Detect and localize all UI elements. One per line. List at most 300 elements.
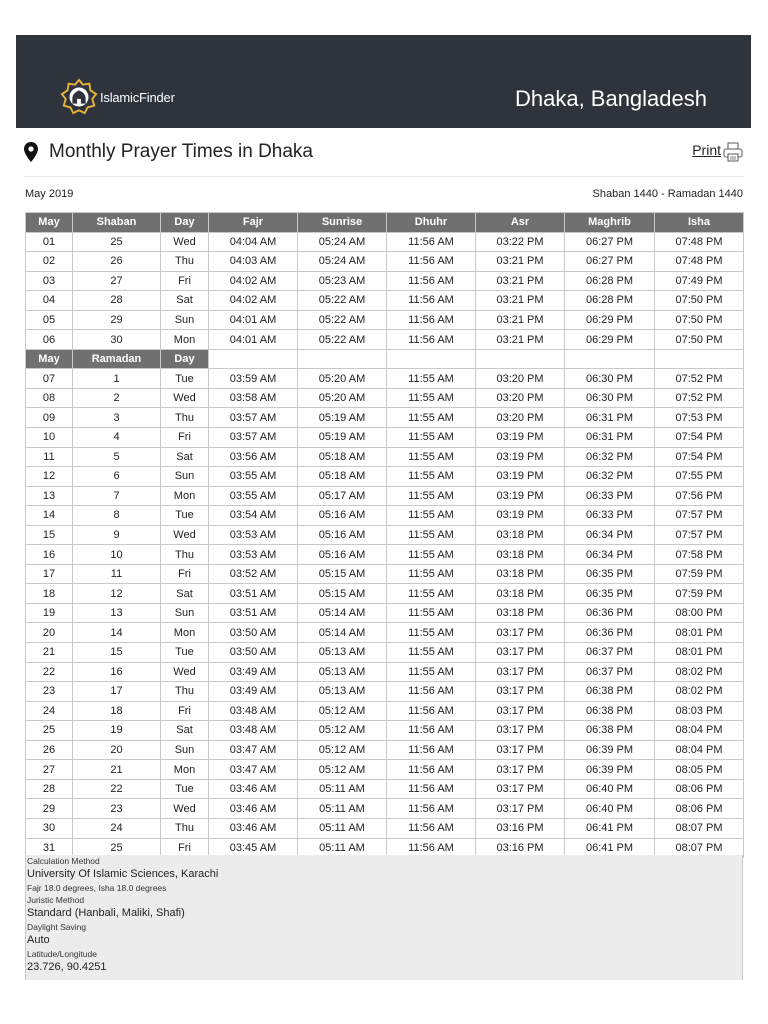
table-cell: 05:22 AM — [298, 291, 387, 311]
table-cell: 06:41 PM — [565, 818, 655, 838]
table-cell: 05:19 AM — [298, 408, 387, 428]
table-cell: 11:55 AM — [387, 486, 476, 506]
table-cell: 17 — [73, 682, 161, 702]
table-cell: 03:17 PM — [476, 623, 565, 643]
table-cell: 08:02 PM — [655, 662, 744, 682]
table-cell: 13 — [73, 603, 161, 623]
table-cell: 11:55 AM — [387, 603, 476, 623]
table-cell: 29 — [26, 799, 73, 819]
table-cell: 05:12 AM — [298, 701, 387, 721]
table-cell: 07:54 PM — [655, 428, 744, 448]
latlng-value: 23.726, 90.4251 — [27, 961, 107, 973]
table-cell: 07:53 PM — [655, 408, 744, 428]
table-cell: 08:01 PM — [655, 643, 744, 663]
table-cell: 11:56 AM — [387, 818, 476, 838]
table-cell: 2 — [73, 388, 161, 408]
column-header: Asr — [476, 213, 565, 233]
table-cell: 03:17 PM — [476, 740, 565, 760]
table-row — [26, 506, 744, 526]
table-cell: 14 — [73, 623, 161, 643]
table-cell: 11:56 AM — [387, 721, 476, 741]
table-cell: 27 — [26, 760, 73, 780]
table-cell: 16 — [73, 662, 161, 682]
table-cell: 10 — [73, 545, 161, 565]
table-cell: 03:55 AM — [209, 467, 298, 487]
table-cell: Fri — [161, 271, 209, 291]
table-cell: 03:16 PM — [476, 838, 565, 858]
table-cell: 07 — [26, 369, 73, 389]
table-cell: 06:40 PM — [565, 799, 655, 819]
table-cell: 07:50 PM — [655, 291, 744, 311]
table-row — [26, 662, 744, 682]
gregorian-month-label: May 2019 — [25, 188, 74, 200]
table-cell: 06:31 PM — [565, 428, 655, 448]
subheader-blank-cell — [655, 349, 744, 369]
table-cell: 11:55 AM — [387, 525, 476, 545]
table-cell: 05:23 AM — [298, 271, 387, 291]
table-cell: Thu — [161, 545, 209, 565]
mosque-logo-icon — [60, 78, 98, 116]
table-cell: 08:05 PM — [655, 760, 744, 780]
table-cell: Wed — [161, 232, 209, 252]
table-cell: 6 — [73, 467, 161, 487]
table-cell: 03:51 AM — [209, 603, 298, 623]
table-cell: 13 — [26, 486, 73, 506]
table-cell: 11:55 AM — [387, 623, 476, 643]
table-cell: 04:02 AM — [209, 291, 298, 311]
table-cell: 03:20 PM — [476, 388, 565, 408]
table-cell: Fri — [161, 701, 209, 721]
table-cell: 05:18 AM — [298, 467, 387, 487]
table-cell: 08:06 PM — [655, 779, 744, 799]
table-cell: 03:51 AM — [209, 584, 298, 604]
table-cell: 06:35 PM — [565, 564, 655, 584]
table-cell: Tue — [161, 369, 209, 389]
table-cell: 03:54 AM — [209, 506, 298, 526]
table-cell: 03:21 PM — [476, 291, 565, 311]
table-cell: 05:14 AM — [298, 623, 387, 643]
table-cell: 06:30 PM — [565, 388, 655, 408]
table-row — [26, 428, 744, 448]
table-cell: 30 — [73, 330, 161, 350]
table-row — [26, 584, 744, 604]
table-cell: 07:59 PM — [655, 584, 744, 604]
table-cell: 07:56 PM — [655, 486, 744, 506]
table-cell: 06:38 PM — [565, 701, 655, 721]
table-cell: 03:19 PM — [476, 447, 565, 467]
table-cell: 5 — [73, 447, 161, 467]
table-cell: 12 — [73, 584, 161, 604]
table-cell: Mon — [161, 623, 209, 643]
table-cell: 05:22 AM — [298, 330, 387, 350]
table-cell: Mon — [161, 486, 209, 506]
table-cell: 05:16 AM — [298, 525, 387, 545]
table-row — [26, 486, 744, 506]
table-cell: Thu — [161, 408, 209, 428]
table-row — [26, 545, 744, 565]
table-cell: 11:55 AM — [387, 408, 476, 428]
subheader-blank-cell — [565, 349, 655, 369]
table-cell: 05:11 AM — [298, 779, 387, 799]
table-cell: Tue — [161, 506, 209, 526]
table-cell: 03:18 PM — [476, 564, 565, 584]
table-cell: 03:16 PM — [476, 818, 565, 838]
table-cell: Sat — [161, 291, 209, 311]
daylight-saving-value: Auto — [27, 934, 50, 946]
table-cell: 11:55 AM — [387, 662, 476, 682]
table-cell: 08:03 PM — [655, 701, 744, 721]
table-cell: 11:56 AM — [387, 330, 476, 350]
table-cell: 05:24 AM — [298, 232, 387, 252]
table-cell: 05:20 AM — [298, 388, 387, 408]
table-cell: 03:59 AM — [209, 369, 298, 389]
table-header-row — [26, 213, 744, 233]
table-cell: Sun — [161, 467, 209, 487]
table-cell: 07:52 PM — [655, 388, 744, 408]
juristic-method-value: Standard (Hanbali, Maliki, Shafi) — [27, 907, 185, 919]
table-cell: 06:36 PM — [565, 623, 655, 643]
table-body — [26, 232, 744, 858]
table-cell: 03:58 AM — [209, 388, 298, 408]
table-cell: Sat — [161, 721, 209, 741]
table-cell: 05:14 AM — [298, 603, 387, 623]
table-cell: 03:17 PM — [476, 662, 565, 682]
table-cell: 4 — [73, 428, 161, 448]
table-cell: 04:03 AM — [209, 252, 298, 272]
table-cell: 11:56 AM — [387, 310, 476, 330]
daylight-saving-label: Daylight Saving — [27, 922, 87, 932]
table-row — [26, 252, 744, 272]
table-cell: 03:47 AM — [209, 760, 298, 780]
table-cell: 06:32 PM — [565, 447, 655, 467]
table-cell: 11:56 AM — [387, 740, 476, 760]
table-cell: 03:17 PM — [476, 701, 565, 721]
table-cell: 05:20 AM — [298, 369, 387, 389]
table-row — [26, 388, 744, 408]
table-cell: 11:56 AM — [387, 779, 476, 799]
table-cell: 06:39 PM — [565, 760, 655, 780]
table-cell: Sat — [161, 584, 209, 604]
table-cell: 03:22 PM — [476, 232, 565, 252]
table-cell: 06:29 PM — [565, 330, 655, 350]
table-cell: Wed — [161, 799, 209, 819]
table-cell: 15 — [73, 643, 161, 663]
table-cell: 07:50 PM — [655, 330, 744, 350]
table-cell: 03:57 AM — [209, 428, 298, 448]
juristic-method-label: Juristic Method — [27, 895, 85, 905]
table-header — [26, 213, 744, 233]
table-cell: 08:07 PM — [655, 818, 744, 838]
table-cell: 06 — [26, 330, 73, 350]
table-cell: 05:15 AM — [298, 564, 387, 584]
table-cell: Fri — [161, 564, 209, 584]
table-cell: 17 — [26, 564, 73, 584]
table-row — [26, 721, 744, 741]
table-cell: 07:48 PM — [655, 252, 744, 272]
table-cell: 28 — [26, 779, 73, 799]
table-cell: 04:01 AM — [209, 310, 298, 330]
table-cell: 16 — [26, 545, 73, 565]
table-cell: 03:20 PM — [476, 369, 565, 389]
table-cell: Sat — [161, 447, 209, 467]
table-cell: 8 — [73, 506, 161, 526]
table-cell: 03:19 PM — [476, 467, 565, 487]
table-cell: 11:56 AM — [387, 760, 476, 780]
table-cell: 04:01 AM — [209, 330, 298, 350]
table-cell: 11:55 AM — [387, 388, 476, 408]
subheader-cell: Day — [161, 349, 209, 369]
table-row — [26, 701, 744, 721]
table-cell: 03:18 PM — [476, 584, 565, 604]
table-cell: Fri — [161, 838, 209, 858]
table-cell: 06:37 PM — [565, 643, 655, 663]
table-row — [26, 447, 744, 467]
table-cell: 04 — [26, 291, 73, 311]
table-cell: 03:48 AM — [209, 701, 298, 721]
table-cell: 09 — [26, 408, 73, 428]
table-cell: 11:55 AM — [387, 584, 476, 604]
table-cell: 11:55 AM — [387, 428, 476, 448]
table-cell: 06:34 PM — [565, 545, 655, 565]
table-cell: 03:21 PM — [476, 330, 565, 350]
city-name: Dhaka, Bangladesh — [514, 86, 707, 111]
table-cell: Thu — [161, 252, 209, 272]
table-cell: 05:15 AM — [298, 584, 387, 604]
table-cell: 05:13 AM — [298, 662, 387, 682]
table-cell: 15 — [26, 525, 73, 545]
table-cell: 07:50 PM — [655, 310, 744, 330]
table-cell: 11 — [73, 564, 161, 584]
table-cell: 04:02 AM — [209, 271, 298, 291]
table-cell: 11:56 AM — [387, 252, 476, 272]
table-cell: 3 — [73, 408, 161, 428]
printer-icon — [722, 141, 744, 163]
table-cell: 03:19 PM — [476, 506, 565, 526]
table-row — [26, 467, 744, 487]
table-cell: 25 — [73, 838, 161, 858]
table-cell: 28 — [73, 291, 161, 311]
table-cell: 03:48 AM — [209, 721, 298, 741]
table-cell: 07:57 PM — [655, 525, 744, 545]
print-label: Print — [692, 142, 721, 158]
table-cell: 03:46 AM — [209, 818, 298, 838]
table-cell: 03:57 AM — [209, 408, 298, 428]
table-cell: 18 — [73, 701, 161, 721]
table-row — [26, 408, 744, 428]
table-cell: 07:52 PM — [655, 369, 744, 389]
table-cell: 08:04 PM — [655, 721, 744, 741]
table-cell: 02 — [26, 252, 73, 272]
table-row — [26, 291, 744, 311]
table-cell: 26 — [73, 252, 161, 272]
table-cell: Thu — [161, 682, 209, 702]
table-cell: 03:55 AM — [209, 486, 298, 506]
table-cell: 07:49 PM — [655, 271, 744, 291]
table-row — [26, 740, 744, 760]
table-cell: 05:12 AM — [298, 721, 387, 741]
table-cell: 31 — [26, 838, 73, 858]
table-row — [26, 779, 744, 799]
table-cell: 07:55 PM — [655, 467, 744, 487]
table-cell: 08:02 PM — [655, 682, 744, 702]
table-cell: 06:31 PM — [565, 408, 655, 428]
column-header: Fajr — [209, 213, 298, 233]
table-row — [26, 369, 744, 389]
table-cell: 03:52 AM — [209, 564, 298, 584]
table-cell: 07:58 PM — [655, 545, 744, 565]
subheader-blank-cell — [476, 349, 565, 369]
print-button[interactable] — [692, 139, 744, 163]
column-header: Isha — [655, 213, 744, 233]
table-row — [26, 623, 744, 643]
table-cell: 03:17 PM — [476, 760, 565, 780]
table-cell: Thu — [161, 818, 209, 838]
table-cell: 03:53 AM — [209, 545, 298, 565]
table-cell: 05:11 AM — [298, 818, 387, 838]
islamicfinder-logo[interactable] — [60, 79, 175, 115]
table-cell: 03:21 PM — [476, 252, 565, 272]
table-row — [26, 643, 744, 663]
table-cell: 08:07 PM — [655, 838, 744, 858]
table-cell: 03:56 AM — [209, 447, 298, 467]
table-cell: 03:50 AM — [209, 643, 298, 663]
table-cell: 03:17 PM — [476, 799, 565, 819]
hijri-month-label: Shaban 1440 - Ramadan 1440 — [592, 188, 743, 200]
table-cell: 03:20 PM — [476, 408, 565, 428]
table-cell: 23 — [73, 799, 161, 819]
table-cell: Sun — [161, 740, 209, 760]
table-cell: 07:59 PM — [655, 564, 744, 584]
table-cell: 22 — [73, 779, 161, 799]
table-cell: Mon — [161, 330, 209, 350]
table-cell: 05:17 AM — [298, 486, 387, 506]
table-cell: 03:18 PM — [476, 603, 565, 623]
table-cell: 08:06 PM — [655, 799, 744, 819]
table-cell: 7 — [73, 486, 161, 506]
table-cell: 21 — [73, 760, 161, 780]
table-cell: 20 — [73, 740, 161, 760]
table-cell: Tue — [161, 779, 209, 799]
table-cell: 05:22 AM — [298, 310, 387, 330]
table-cell: 05 — [26, 310, 73, 330]
table-cell: 03 — [26, 271, 73, 291]
table-cell: 24 — [73, 818, 161, 838]
table-cell: 10 — [26, 428, 73, 448]
table-cell: 06:27 PM — [565, 252, 655, 272]
calculation-method-detail: Fajr 18.0 degrees, Isha 18.0 degrees — [27, 883, 167, 893]
table-cell: 03:19 PM — [476, 486, 565, 506]
table-cell: Mon — [161, 760, 209, 780]
table-cell: 03:49 AM — [209, 682, 298, 702]
table-cell: 19 — [73, 721, 161, 741]
table-cell: 11 — [26, 447, 73, 467]
table-cell: 29 — [73, 310, 161, 330]
table-cell: 03:17 PM — [476, 682, 565, 702]
table-cell: 05:11 AM — [298, 838, 387, 858]
table-cell: 05:13 AM — [298, 682, 387, 702]
table-cell: 19 — [26, 603, 73, 623]
table-cell: 05:18 AM — [298, 447, 387, 467]
table-row — [26, 271, 744, 291]
table-cell: Wed — [161, 662, 209, 682]
table-cell: 06:41 PM — [565, 838, 655, 858]
table-row — [26, 310, 744, 330]
table-cell: 11:55 AM — [387, 467, 476, 487]
table-cell: 06:28 PM — [565, 271, 655, 291]
table-cell: 11:55 AM — [387, 506, 476, 526]
table-cell: 07:54 PM — [655, 447, 744, 467]
table-cell: 23 — [26, 682, 73, 702]
table-cell: 06:33 PM — [565, 486, 655, 506]
table-cell: 06:29 PM — [565, 310, 655, 330]
ramadan-subheader-row — [26, 349, 744, 369]
table-cell: 11:56 AM — [387, 682, 476, 702]
table-cell: 24 — [26, 701, 73, 721]
table-cell: 07:48 PM — [655, 232, 744, 252]
column-header: May — [26, 213, 73, 233]
column-header: Shaban — [73, 213, 161, 233]
table-row — [26, 564, 744, 584]
table-cell: 04:04 AM — [209, 232, 298, 252]
table-cell: 06:33 PM — [565, 506, 655, 526]
table-cell: 03:21 PM — [476, 310, 565, 330]
table-cell: 03:17 PM — [476, 721, 565, 741]
subheader-cell: May — [26, 349, 73, 369]
table-cell: 03:17 PM — [476, 643, 565, 663]
table-cell: 03:18 PM — [476, 545, 565, 565]
calculation-info-panel — [25, 855, 743, 980]
table-cell: 01 — [26, 232, 73, 252]
table-row — [26, 603, 744, 623]
location-pin-icon — [24, 142, 38, 162]
table-cell: 03:46 AM — [209, 799, 298, 819]
table-cell: 06:34 PM — [565, 525, 655, 545]
table-cell: 11:55 AM — [387, 545, 476, 565]
table-cell: 06:38 PM — [565, 721, 655, 741]
divider — [24, 176, 744, 177]
table-cell: 26 — [26, 740, 73, 760]
calculation-method-value: University Of Islamic Sciences, Karachi — [27, 868, 219, 880]
table-row — [26, 760, 744, 780]
site-header — [16, 35, 751, 128]
table-cell: 08:04 PM — [655, 740, 744, 760]
column-header: Day — [161, 213, 209, 233]
table-cell: 03:47 AM — [209, 740, 298, 760]
table-cell: 06:37 PM — [565, 662, 655, 682]
table-cell: 27 — [73, 271, 161, 291]
table-cell: 06:39 PM — [565, 740, 655, 760]
table-cell: 08 — [26, 388, 73, 408]
table-cell: 05:11 AM — [298, 799, 387, 819]
table-cell: 06:35 PM — [565, 584, 655, 604]
table-cell: 11:55 AM — [387, 564, 476, 584]
table-row — [26, 799, 744, 819]
table-row — [26, 818, 744, 838]
table-cell: 06:27 PM — [565, 232, 655, 252]
table-cell: 25 — [26, 721, 73, 741]
table-cell: 05:12 AM — [298, 760, 387, 780]
table-cell: 03:46 AM — [209, 779, 298, 799]
table-cell: 03:49 AM — [209, 662, 298, 682]
prayer-times-table — [25, 212, 744, 858]
table-row — [26, 525, 744, 545]
table-cell: 11:56 AM — [387, 271, 476, 291]
table-cell: 03:19 PM — [476, 428, 565, 448]
table-cell: 1 — [73, 369, 161, 389]
table-cell: 03:21 PM — [476, 271, 565, 291]
table-cell: 06:40 PM — [565, 779, 655, 799]
table-cell: 21 — [26, 643, 73, 663]
